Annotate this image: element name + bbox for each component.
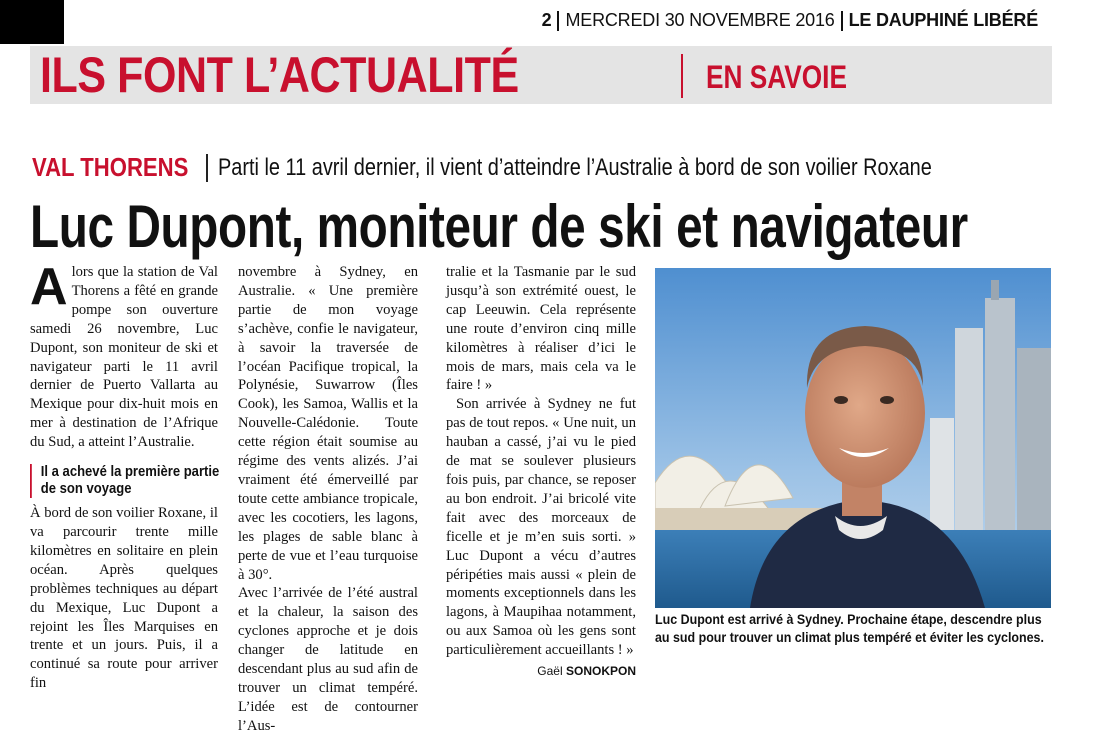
article-kicker: Parti le 11 avril dernier, il vient d’atteindre l’Australie à bord de son voilier Roxane: [218, 153, 932, 181]
folio-divider: [841, 11, 843, 31]
drop-cap: A: [30, 258, 68, 316]
photo-caption: Luc Dupont est arrivé à Sydney. Prochaine étape, descendre plus au sud pour trouver un climat plus tempéré et éviter les cyclones.: [655, 612, 1044, 645]
page-folio: [542, 10, 1038, 31]
article-interhead: Il a achevé la première partie de son voyage: [30, 464, 225, 498]
lead-paragraph: [30, 258, 218, 452]
newspaper-name: LE DAUPHINÉ LIBÉRÉ: [848, 10, 1038, 30]
folio-divider: [557, 11, 559, 31]
photo-illustration: [655, 268, 1051, 608]
body-paragraph: Son arrivée à Sydney ne fut pas de tout repos. « Une nuit, un hauban a cassé, j’ai vu le pied de mat se soulever plusieurs fois puis, par chance, se reposer au bon endroit. J’ai bricolé vite fait avec des morceaux de ficelle et je m’en suis sorti. » Luc Dupont a vécu d’autres péripéties mais aussi « plein de moments exceptionnels dans les lagons, à Maupihaa notamment, ou aux Samoa où les gens sont particulièrement accueillants ! »: [446, 396, 636, 659]
article-headline: Luc Dupont, moniteur de ski et navigateur: [30, 193, 968, 260]
section-header: [30, 46, 1052, 104]
section-title: ILS FONT L’ACTUALITÉ: [40, 47, 519, 103]
page-number: 2: [541, 10, 552, 30]
section-subtitle: EN SAVOIE: [706, 59, 847, 95]
article-photo: [655, 268, 1051, 608]
body-paragraph: novembre à Sydney, en Australie. « Une première partie de mon voyage s’achève, confie le navigateur, à savoir la traversée de l’océan Pacifique tropical, la Polynésie, Suwarrow (Îles Cook), les Samoa, Wallis et la Nouvelle-Calédonie. Toute cette région était soumise au régime des vents alizés. J’ai vraiment été émerveillé par toute cette ambiance tropicale, avec les cocotiers, les lagons, les plages de sable blanc à perte de vue et l’eau turquoise à 30°.: [238, 264, 418, 583]
article-column-2: [238, 263, 418, 736]
section-divider: [681, 54, 683, 98]
article-location: VAL THORENS: [32, 152, 189, 182]
publication-date: MERCREDI 30 NOVEMBRE 2016: [565, 10, 835, 30]
skyline: [955, 328, 983, 533]
body-paragraph: Avec l’arrivée de l’été austral et la chaleur, la saison des cyclones approche et je dois changer de latitude en descendant plus au sud afin de trouver un climat tempéré. L’idée est de contourner l’Aus-: [238, 585, 418, 734]
body-paragraph: À bord de son voilier Roxane, il va parcourir trente mille kilomètres en solitaire en plein océan. Après quelques problèmes techniques au départ du Mexique, Luc Dupont a rejoint les Îles Marquises en trente et un jours. Puis, il a continué sa route pour arriver fin: [30, 505, 218, 692]
body-paragraph: tralie et la Tasmanie par le sud jusqu’à son extrémité ouest, le cap Leeuwin. Cela représente une route d’environ cinq mille kilomètres à réaliser d’ici le mois de mars, mais cela va le faire ! »: [446, 264, 636, 394]
author-first-name: Gaël: [537, 664, 563, 679]
kicker-divider: [206, 154, 208, 182]
corner-block: [0, 0, 64, 44]
article-kicker-row: [32, 152, 1078, 183]
article-column-3: [446, 263, 636, 681]
article-column-1: [30, 258, 220, 693]
author-signature: [446, 662, 636, 681]
lead-text: lors que la station de Val Thorens a fêté en grande pompe son ouverture samedi 26 novembre, Luc Dupont, son moniteur de ski et navigateur parti le 11 avril dernier de Puerto Vallarta au Mexique pour dix-huit mois en mer à destination de l’Afrique du Sud, a atteint l’Australie.: [30, 264, 218, 451]
author-last-name: SONOKPON: [565, 664, 636, 679]
